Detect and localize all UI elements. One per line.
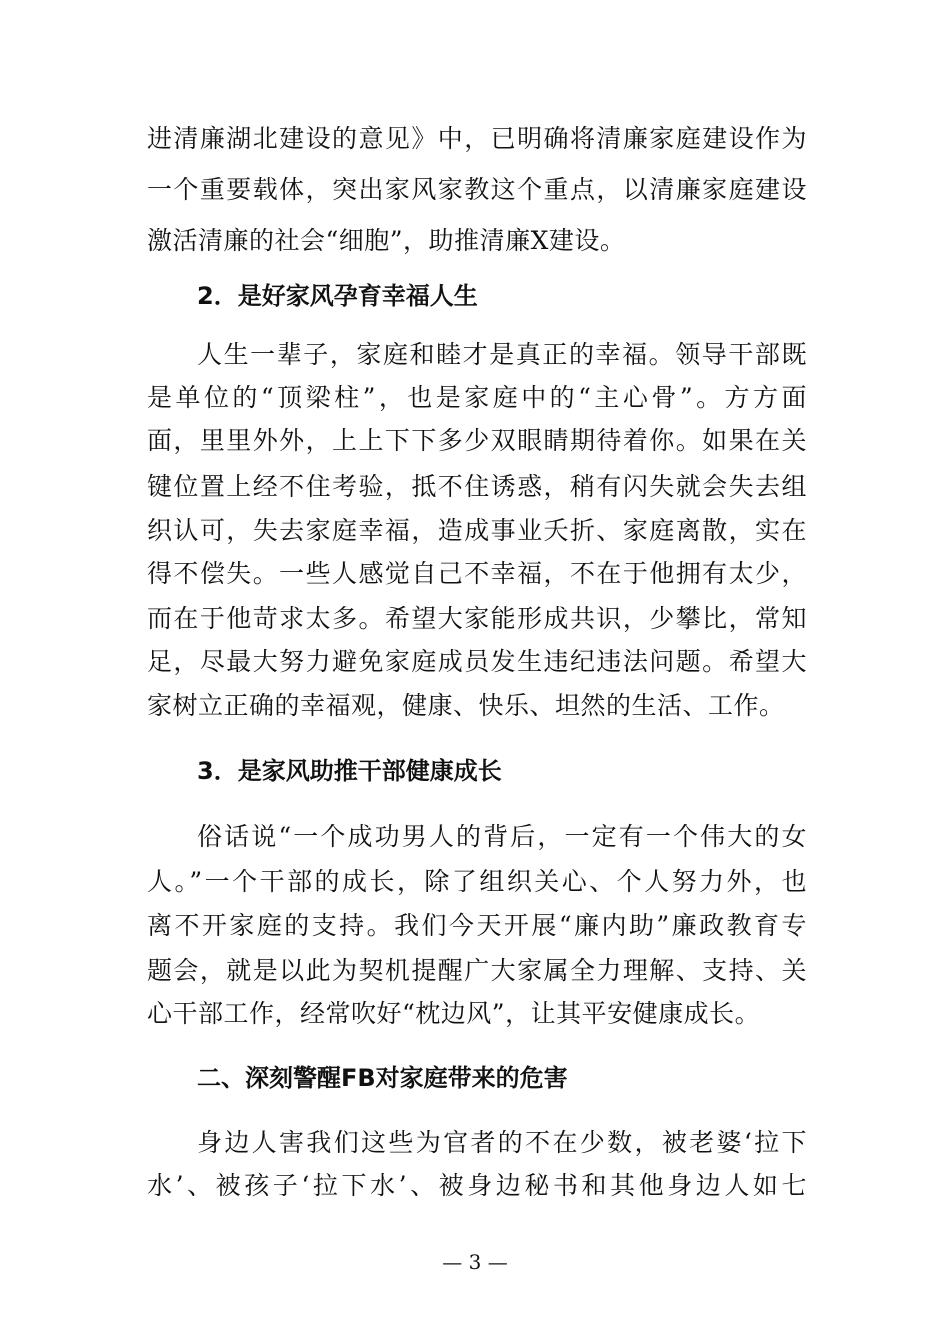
paragraph-3-line-1: 俗话说“一个成功男人的背后，一定有一个伟大的女 bbox=[197, 822, 807, 851]
paragraph-2-line-9: 家树立正确的幸福观，健康、快乐、坦然的生活、工作。 bbox=[147, 691, 785, 720]
paragraph-2-line-1: 人生一辈子，家庭和睦才是真正的幸福。领导干部既 bbox=[197, 340, 807, 369]
paragraph-4-line-1: 身边人害我们这些为官者的不在少数，被老婆‘拉下 bbox=[197, 1128, 807, 1157]
paragraph-2-line-8: 足，尽最大努力避免家庭成员发生违纪违法问题。希望大 bbox=[147, 647, 807, 676]
paragraph-3-line-2: 人。”一个干部的成长，除了组织关心、个人努力外，也 bbox=[147, 867, 807, 896]
paragraph-3-line-4: 题会，就是以此为契机提醒广大家属全力理解、支持、关 bbox=[147, 956, 807, 985]
paragraph-3-line-5: 心干部工作，经常吹好“枕边风”，让其平安健康成长。 bbox=[147, 999, 761, 1028]
paragraph-3-line-3: 离不开家庭的支持。我们今天开展“廉内助”廉政教育专 bbox=[147, 911, 807, 940]
section-heading-4: 二、深刻警醒FB对家庭带来的危害 bbox=[197, 1064, 568, 1092]
paragraph-1-line-3: 激活清廉的社会“细胞”，助推清廉X建设。 bbox=[147, 226, 626, 255]
paragraph-2-line-5: 织认可，失去家庭幸福，造成事业夭折、家庭离散，实在 bbox=[147, 516, 807, 545]
paragraph-4-line-2: 水’、被孩子‘拉下水’、被身边秘书和其他身边人如七 bbox=[147, 1171, 807, 1200]
section-heading-3: 3．是家风助推干部健康成长 bbox=[197, 757, 502, 785]
page-number: — 3 — bbox=[442, 1250, 508, 1274]
paragraph-2-line-4: 键位置上经不住考验，抵不住诱惑，稍有闪失就会失去组 bbox=[147, 472, 807, 501]
paragraph-2-line-6: 得不偿失。一些人感觉自己不幸福，不在于他拥有太少， bbox=[147, 559, 807, 588]
paragraph-1-line-2: 一个重要载体，突出家风家教这个重点，以清廉家庭建设 bbox=[147, 175, 807, 204]
paragraph-2-line-3: 面，里里外外，上上下下多少双眼睛期待着你。如果在关 bbox=[147, 426, 807, 455]
section-heading-2: 2．是好家风孕育幸福人生 bbox=[197, 282, 478, 310]
paragraph-1-line-1: 进清廉湖北建设的意见》中，已明确将清廉家庭建设作为 bbox=[147, 124, 807, 153]
paragraph-2-line-2: 是单位的“顶梁柱”，也是家庭中的“主心骨”。方方面 bbox=[147, 383, 807, 412]
paragraph-2-line-7: 而在于他苛求太多。希望大家能形成共识，少攀比，常知 bbox=[147, 604, 807, 633]
